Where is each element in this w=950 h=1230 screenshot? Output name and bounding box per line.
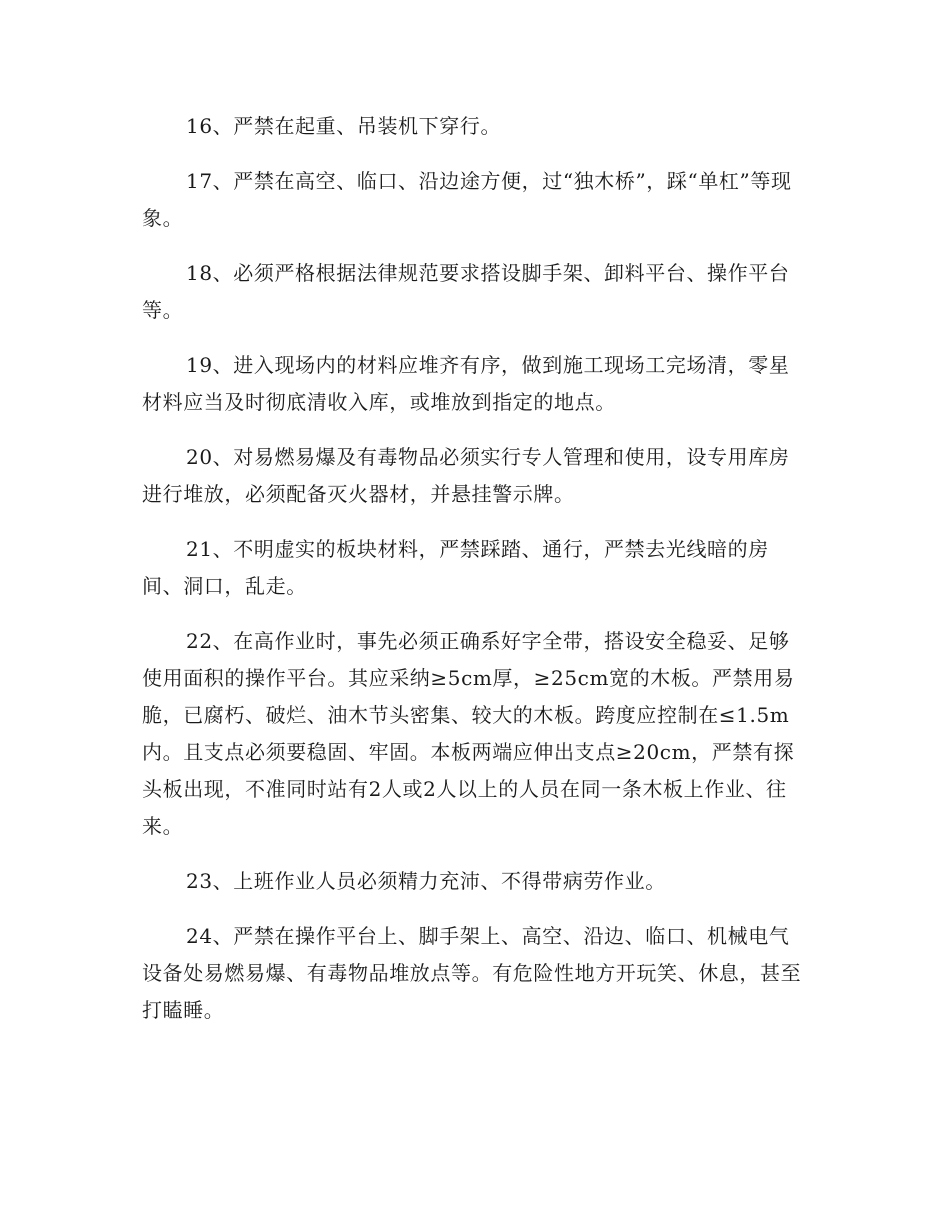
paragraph-24: 24、严禁在操作平台上、脚手架上、高空、沿边、临口、机械电气设备处易燃易爆、有毒物品堆放点等。有危险性地方开玩笑、休息，甚至打瞌睡。 — [142, 924, 802, 1022]
paragraph-18: 18、必须严格根据法律规范要求搭设脚手架、卸料平台、操作平台等。 — [142, 261, 790, 322]
paragraph-16: 16、严禁在起重、吊装机下穿行。 — [186, 114, 502, 138]
paragraph-21: 21、不明虚实的板块材料，严禁踩踏、通行，严禁去光线暗的房间、洞口，乱走。 — [142, 537, 769, 598]
paragraph-22: 22、在高作业时，事先必须正确系好字全带，搭设安全稳妥、足够使用面积的操作平台。其应采纳≥5cm厚，≥25cm宽的木板。严禁用易脆，已腐朽、破烂、油木节头密集、较大的木板。跨度应控制在≤1.5m内。且支点必须要稳固、牢固。本板两端应伸出支点≥20cm，严禁有探头板出现，不准同时站有2人或2人以上的人员在同一条木板上作业、往来。 — [142, 629, 795, 838]
paragraph-17: 17、严禁在高空、临口、沿边途方便，过“独木桥”，踩“单杠”等现象。 — [142, 169, 792, 230]
document-body — [142, 108, 810, 1047]
paragraph-19: 19、进入现场内的材料应堆齐有序，做到施工现场工完场清，零星材料应当及时彻底清收入库，或堆放到指定的地点。 — [142, 353, 790, 414]
paragraph-20: 20、对易燃易爆及有毒物品必须实行专人管理和使用，设专用库房进行堆放，必须配备灭火器材，并悬挂警示牌。 — [142, 445, 790, 506]
paragraph-23: 23、上班作业人员必须精力充沛、不得带病劳作业。 — [186, 869, 666, 893]
